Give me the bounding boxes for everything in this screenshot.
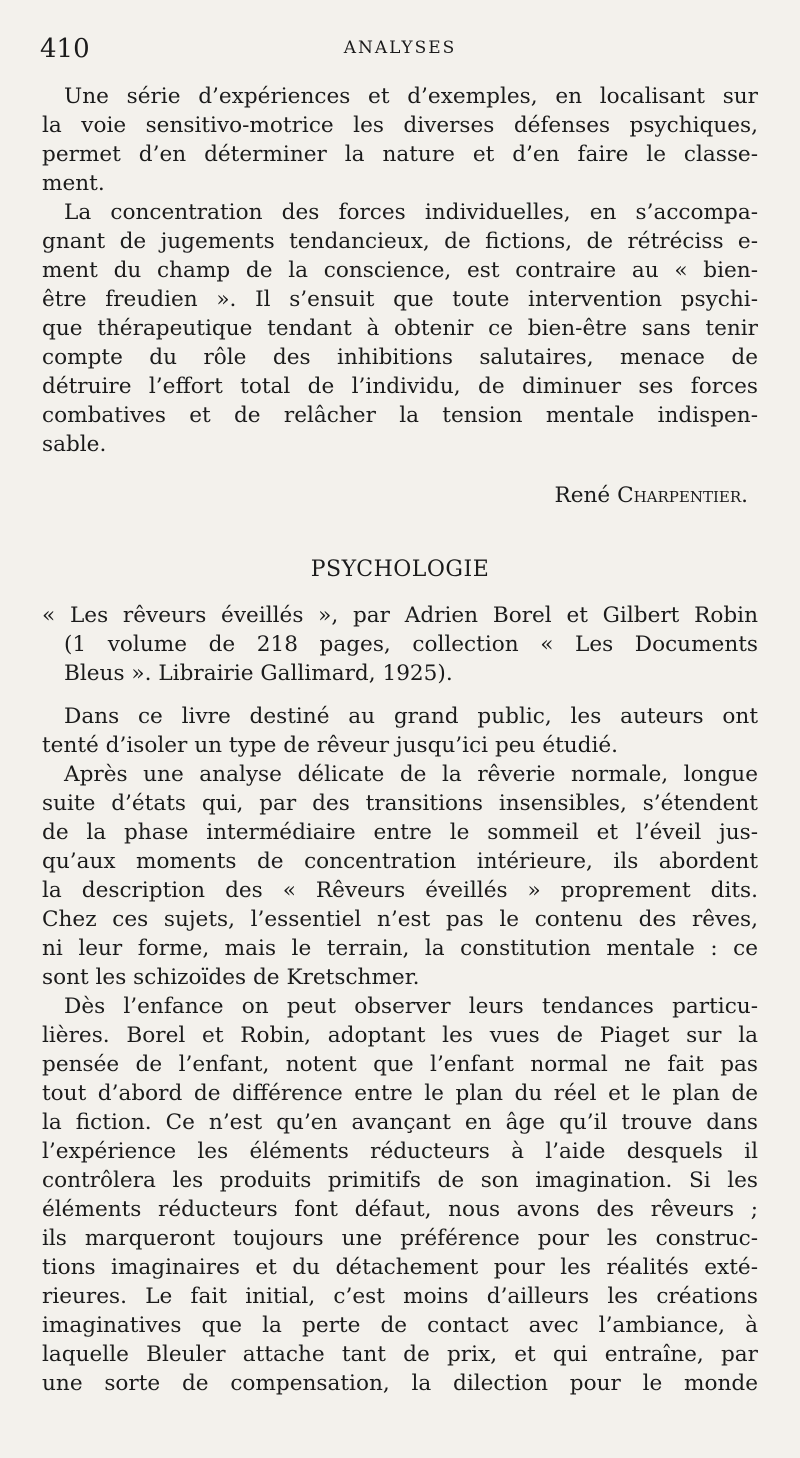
text-line: tenté d’isoler un type de rêveur jusqu’ici peu étudié.	[42, 733, 619, 758]
paragraph-reverie-analysis	[42, 760, 758, 992]
text-line: tout d’abord de différence entre le plan du réel et le plan de	[42, 1081, 758, 1106]
running-title: ANALYSES	[343, 38, 457, 58]
text-line: l’expérience les éléments réducteurs à l’aide desquels il	[42, 1139, 758, 1164]
text-line: ment du champ de la conscience, est contraire au « bien-	[42, 258, 758, 283]
text-line: être freudien ». Il s’ensuit que toute intervention psychi-	[42, 287, 758, 312]
text-line: combatives et de relâcher la tension mentale indispen-	[42, 403, 758, 428]
text-line: contrôlera les produits primitifs de son imagination. Si les	[42, 1168, 758, 1193]
text-line: permet d’en déterminer la nature et d’en faire le classe-	[42, 142, 758, 167]
page-number: 410	[40, 34, 90, 64]
running-header	[0, 30, 800, 70]
text-line: éléments réducteurs font défaut, nous avons des rêveurs ;	[42, 1197, 758, 1222]
text-line: Dans ce livre destiné au grand public, les auteurs ont	[64, 704, 758, 729]
text-line: la fiction. Ce n’est qu’en avançant en âge qu’il trouve dans	[42, 1110, 758, 1135]
text-line: ment.	[42, 171, 105, 196]
author-signature	[42, 481, 758, 510]
text-line: imaginatives que la perte de contact avec l’ambiance, à	[42, 1313, 758, 1338]
text-line: Chez ces sujets, l’essentiel n’est pas le contenu des rêves,	[42, 907, 758, 932]
text-line: ils marqueront toujours une préférence pour les construc-	[42, 1226, 758, 1251]
signature-first-name: René	[554, 483, 611, 508]
book-reference	[42, 601, 758, 688]
text-line: tions imaginaires et du détachement pour les réalités exté-	[42, 1255, 758, 1280]
signature-last-name: Charpentier.	[617, 483, 748, 508]
text-line: compte du rôle des inhibitions salutaires, menace de	[42, 345, 758, 370]
text-line: Après une analyse délicate de la rêverie normale, longue	[64, 762, 758, 787]
reference-line: « Les rêveurs éveillés », par Adrien Borel et Gilbert Robin	[42, 603, 758, 628]
paragraph-childhood	[42, 992, 758, 1398]
paragraph-concentration	[42, 198, 758, 459]
text-line: gnant de jugements tendancieux, de fictions, de rétréciss e-	[42, 229, 758, 254]
text-line: La concentration des forces individuelles, en s’accompa-	[64, 200, 758, 225]
reference-line: Bleus ». Librairie Gallimard, 1925).	[64, 661, 453, 686]
text-line: de la phase intermédiaire entre le sommeil et l’éveil jus-	[42, 820, 758, 845]
text-line: sont les schizoïdes de Kretschmer.	[42, 965, 420, 990]
section-title: PSYCHOLOGIE	[310, 557, 490, 582]
text-line: pensée de l’enfant, notent que l’enfant normal ne fait pas	[42, 1052, 758, 1077]
text-line: la description des « Rêveurs éveillés » proprement dits.	[42, 878, 758, 903]
paragraph-book-intro	[42, 702, 758, 760]
paragraph-psychic-defenses	[42, 82, 758, 198]
page-body	[42, 82, 758, 1398]
text-line: sable.	[42, 432, 107, 457]
text-line: lières. Borel et Robin, adoptant les vues de Piaget sur la	[42, 1023, 758, 1048]
text-line: rieures. Le fait initial, c’est moins d’ailleurs les créations	[42, 1284, 758, 1309]
text-line: Une série d’expériences et d’exemples, en localisant sur	[64, 84, 758, 109]
text-line: qu’aux moments de concentration intérieure, ils abordent	[42, 849, 758, 874]
text-line: laquelle Bleuler attache tant de prix, et qui entraîne, par	[42, 1342, 758, 1367]
reference-line: (1 volume de 218 pages, collection « Les Documents	[64, 632, 758, 657]
text-line: suite d’états qui, par des transitions insensibles, s’étendent	[42, 791, 758, 816]
text-line: Dès l’enfance on peut observer leurs tendances particu-	[64, 994, 758, 1019]
text-line: la voie sensitivo-motrice les diverses défenses psychiques,	[42, 113, 758, 138]
text-line: une sorte de compensation, la dilection pour le monde	[42, 1371, 758, 1396]
text-line: détruire l’effort total de l’individu, de diminuer ses forces	[42, 374, 758, 399]
text-line: ni leur forme, mais le terrain, la constitution mentale : ce	[42, 936, 758, 961]
text-line: que thérapeutique tendant à obtenir ce bien-être sans tenir	[42, 316, 758, 341]
